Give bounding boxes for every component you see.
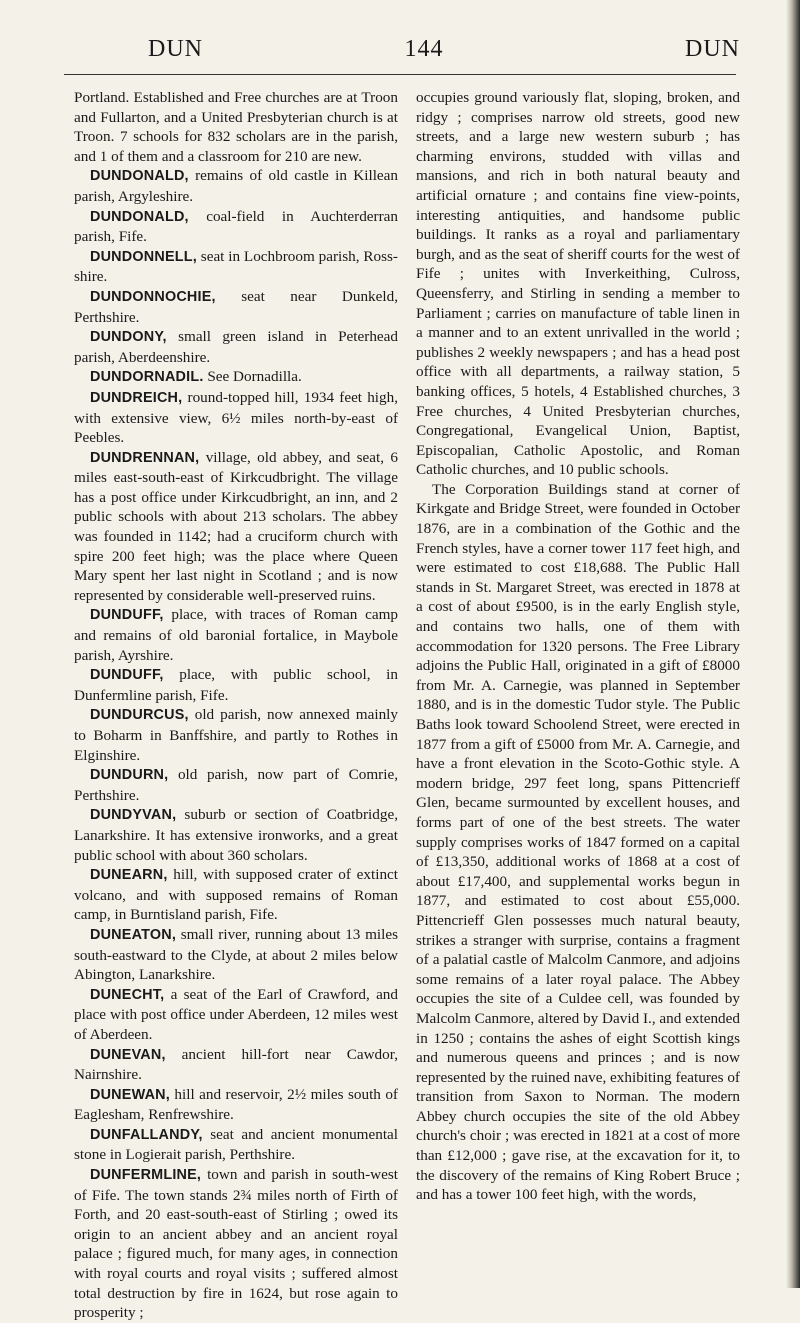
- entry-headword: DUNFALLANDY,: [90, 1126, 203, 1143]
- entry-headword: DUNDONY,: [90, 329, 167, 346]
- gazetteer-entry: [74, 367, 398, 388]
- gazetteer-entry: [74, 207, 398, 247]
- gazetteer-entry: [74, 1165, 398, 1323]
- entry-headword: DUNDURCUS,: [90, 707, 189, 724]
- gazetteer-entry: [416, 480, 740, 1205]
- entry-headword: DUNDONALD,: [90, 168, 189, 185]
- entry-text: village, old abbey, and seat, 6 miles east-south-east of Kirkcudbright. The village has a post office under Kirkcudbright, an inn, and 2 public schools with about 213 scholars. The abbey was founded in 1142; had a cruciform church with spire 200 feet high; was the place where Queen Mary spent her last night in Scotland ; and is now represented by considerable well-preserved ruins.: [74, 448, 398, 604]
- entry-text: old parish, now annexed mainly to Boharm in Banffshire, and partly to Rothes in Elginshire.: [74, 706, 398, 764]
- page-number: 144: [404, 36, 444, 62]
- entry-headword: DUNDYVAN,: [90, 807, 177, 824]
- entry-text: small river, running about 13 miles south-eastward to the Clyde, at about 2 miles below Abington, Lanarkshire.: [74, 925, 398, 984]
- entry-headword: DUNFERMLINE,: [90, 1167, 202, 1184]
- entry-headword: DUNEARN,: [90, 867, 168, 884]
- entry-text: See Dornadilla.: [203, 368, 302, 386]
- entry-text: a seat of the Earl of Crawford, and place with post office under Aberdeen, 12 miles west of Aberdeen.: [74, 985, 398, 1043]
- gazetteer-entry: [74, 287, 398, 327]
- entry-text: seat in Lochbroom parish, Ross-shire.: [74, 247, 398, 286]
- entry-text: seat near Dunkeld, Perthshire.: [74, 287, 398, 326]
- entry-text: small green island in Peterhead parish, Aberdeenshire.: [74, 328, 398, 366]
- gazetteer-entry: [74, 925, 398, 985]
- entry-headword: DUNDORNADIL.: [90, 369, 204, 386]
- entry-headword: DUNDUFF,: [90, 667, 164, 684]
- gazetteer-entry: [74, 327, 398, 367]
- entry-headword: DUNEVAN,: [90, 1046, 166, 1063]
- gazetteer-entry: [74, 705, 398, 765]
- page-edge-shadow: [786, 0, 800, 1288]
- entry-text: seat and ancient monumental stone in Logierait parish, Perthshire.: [74, 1125, 398, 1164]
- gazetteer-entry: [74, 805, 398, 865]
- entry-headword: DUNDURN,: [90, 767, 169, 784]
- entry-text: suburb or section of Coatbridge, Lanarkshire. It has extensive ironworks, and a great public school with about 360 scholars.: [74, 806, 398, 864]
- gazetteer-entry: [74, 1125, 398, 1165]
- gazetteer-entry: [74, 1045, 398, 1085]
- entry-headword: DUNDRENNAN,: [90, 449, 200, 466]
- entry-text: place, with traces of Roman camp and remains of old baronial fortalice, in Maybole parish, Ayrshire.: [74, 606, 398, 664]
- entry-headword: DUNEWAN,: [90, 1086, 170, 1103]
- running-header: [60, 36, 740, 74]
- entry-headword: DUNDREICH,: [90, 389, 183, 406]
- entry-headword: DUNDONNELL,: [90, 248, 197, 265]
- left-column: [74, 88, 398, 1322]
- gazetteer-entry: [74, 665, 398, 705]
- entry-text: round-topped hill, 1934 feet high, with extensive view, 6½ miles north-by-east of Peebles.: [74, 388, 398, 447]
- entry-text: old parish, now part of Comrie, Perthshire.: [74, 766, 398, 804]
- gazetteer-entry: [74, 765, 398, 805]
- entry-headword: DUNECHT,: [90, 986, 165, 1003]
- gazetteer-entry: [74, 985, 398, 1045]
- header-rule: [64, 74, 736, 75]
- entry-text: place, with public school, in Dunfermline parish, Fife.: [74, 666, 398, 704]
- entry-headword: DUNDUFF,: [90, 607, 164, 624]
- gazetteer-entry: [74, 448, 398, 606]
- entry-headword: DUNDONNOCHIE,: [90, 288, 216, 305]
- entry-text: Portland. Established and Free churches are at Troon and Fullarton, and a United Presbyterian church is at Troon. 7 schools for 832 scholars are in the parish, and 1 of them and a classroom for 210 are new.: [74, 89, 398, 165]
- gazetteer-entry: [74, 1085, 398, 1125]
- entry-text: hill, with supposed crater of extinct volcano, and with supposed remains of Roman camp, in Burntisland parish, Fife.: [74, 866, 398, 924]
- entry-text: remains of old castle in Killean parish, Argyleshire.: [74, 167, 398, 205]
- entry-headword: DUNDONALD,: [90, 208, 189, 225]
- gazetteer-entry: [74, 166, 398, 206]
- header-right-guideword: DUN: [685, 36, 740, 62]
- right-column: [416, 88, 740, 1278]
- entry-text: coal-field in Auchterderran parish, Fife.: [74, 207, 398, 246]
- entry-text: hill and reservoir, 2½ miles south of Eaglesham, Renfrewshire.: [74, 1085, 398, 1124]
- entry-headword: DUNEATON,: [90, 926, 177, 943]
- entry-text: ancient hill-fort near Cawdor, Nairnshire.: [74, 1045, 398, 1084]
- entry-text: occupies ground variously flat, sloping, broken, and ridgy ; comprises narrow old streets, good new streets, and a large new western suburb ; has charming environs, studded with villas and mansions, and rich in both natural beauty and artificial ornature ; and contains fine view-points, interesting antiquities, and handsome public buildings. It ranks as a royal and parliamentary burgh, and as the seat of sheriff courts for the west of Fife ; unites with Inverkeithing, Culross, Queensferry, and Stirling in sending a member to Parliament ; carries on manufacture of table linen in a manner and to an extent unrivalled in the world ; publishes 2 weekly newspapers ; and has a head post office with all departments, a railway station, 5 banking offices, 5 hotels, 4 Established churches, 3 Free churches, 4 United Presbyterian churches, Congregational, Evangelical Union, Baptist, Episcopalian, Catholic Apostolic, and Roman Catholic churches, and 10 public schools.: [416, 89, 740, 479]
- gazetteer-entry: [416, 88, 740, 480]
- entry-text: The Corporation Buildings stand at corner of Kirkgate and Bridge Street, were founded in October 1876, are in a combination of the Gothic and the French styles, have a corner tower 117 feet high, and were estimated to cost £18,688. The Public Hall stands in St. Margaret Street, was erected in 1878 at a cost of about £9500, is in the early English style, and contains two halls, one of them with accommodation for 1320 persons. The Free Library adjoins the Public Hall, originated in a gift of £8000 from Mr. A. Carnegie, was planned in September 1880, and is in the domestic Tudor style. The Public Baths look toward Schoolend Street, were erected in 1877 from a gift of £5000 from Mr. A. Carnegie, and have a front elevation in the Scoto-Gothic style. A modern bridge, 297 feet long, spans Pittencrieff Glen, became surmounted by excellent houses, and forms part of one of the best streets. The water supply comprises works of 1847 formed on a capital of £13,350, additional works of 1868 at a cost of about £17,400, and supplemental works begun in 1877, and estimated to cost about £55,000. Pittencrieff Glen possesses much natural beauty, strikes a stranger with surprise, contains a fragment of a palatial castle of Malcolm Canmore, and adjoins some remains of a later royal palace. The Abbey occupies the site of a Culdee cell, was founded by Malcolm Canmore, altered by David I., and extended in 1250 ; contains the ashes of eight Scottish kings and numerous queens and princes ; and is now represented by the ruined nave, exhibiting features of transition from Saxon to Norman. The modern Abbey church occupies the site of the old Abbey church's choir ; was erected in 1821 at a cost of more than £12,000 ; gave rise, at the excavation for it, to the discovery of the remains of King Robert Bruce ; and has a tower 100 feet high, with the words,: [416, 480, 740, 1204]
- gazetteer-entry: [74, 247, 398, 287]
- gazetteer-entry: [74, 865, 398, 925]
- header-left-guideword: DUN: [148, 36, 203, 62]
- gazetteer-entry: [74, 605, 398, 665]
- gazetteer-entry: [74, 388, 398, 448]
- entry-text: town and parish in south-west of Fife. The town stands 2¾ miles north of Firth of Forth, and 20 east-south-east of Stirling ; owed its origin to an ancient abbey and an ancient royal palace ; figured much, for many ages, in connection with royal courts and royal visits ; suffered almost total destruction by fire in 1624, but rose again to prosperity ;: [74, 1166, 398, 1322]
- gazetteer-entry: [74, 88, 398, 166]
